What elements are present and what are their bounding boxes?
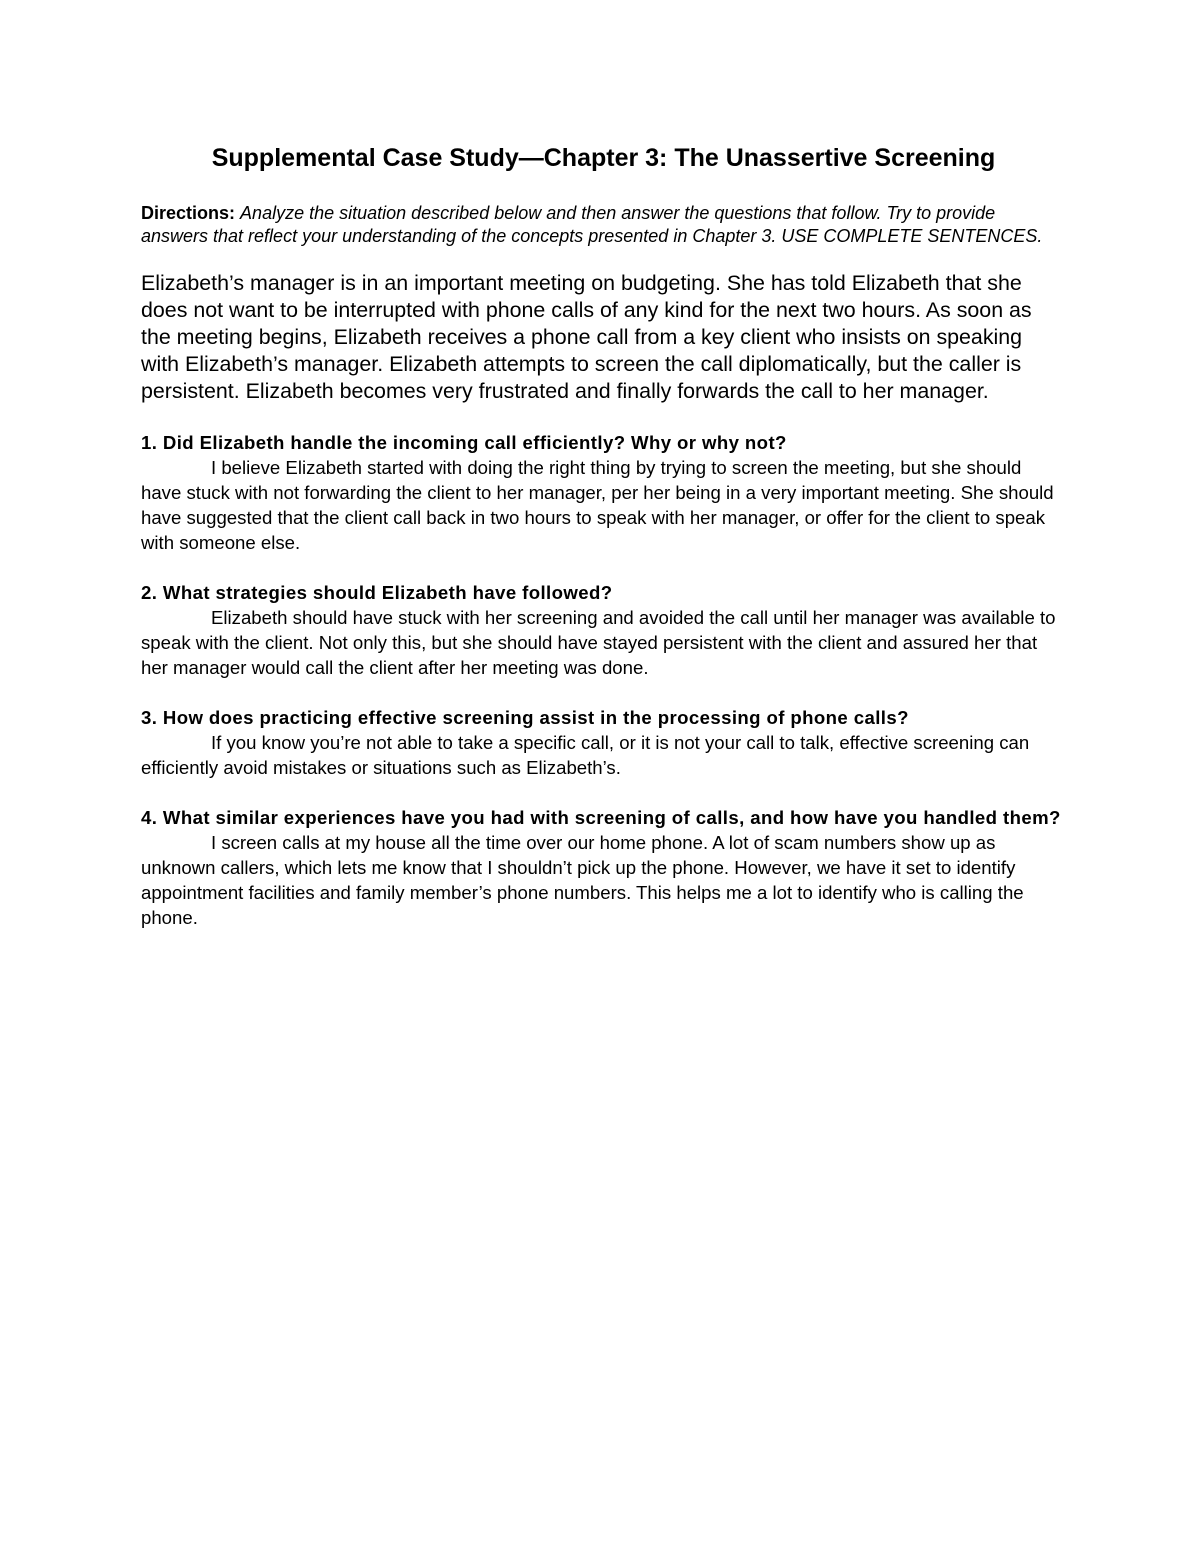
directions-text: Analyze the situation described below and then answer the questions that follow. Try to provide answers that reflect your understanding of the concepts presented in Chapter 3. USE COMPLETE SENTENCES.	[141, 203, 1043, 246]
question-block-3	[141, 705, 1066, 780]
question-block-4	[141, 805, 1066, 930]
question-2: 2. What strategies should Elizabeth have followed?	[141, 582, 613, 603]
answer-4: I screen calls at my house all the time over our home phone. A lot of scam numbers show up as unknown callers, which lets me know that I shouldn’t pick up the phone. However, we have it set to identify appointment facilities and family member’s phone numbers. This helps me a lot to identify who is calling the phone.	[141, 832, 1024, 928]
question-block-1	[141, 430, 1066, 555]
question-block-2	[141, 580, 1066, 680]
directions-label: Directions:	[141, 203, 236, 223]
question-4: 4. What similar experiences have you had with screening of calls, and how have you handled them?	[141, 807, 1061, 828]
scenario-paragraph: Elizabeth’s manager is in an important meeting on budgeting. She has told Elizabeth that she does not want to be interrupted with phone calls of any kind for the next two hours. As soon as the meeting begins, Elizabeth receives a phone call from a key client who insists on speaking with Elizabeth’s manager. Elizabeth attempts to screen the call diplomatically, but the caller is persistent. Elizabeth becomes very frustrated and finally forwards the call to her manager.	[141, 271, 1032, 403]
question-3: 3. How does practicing effective screening assist in the processing of phone calls?	[141, 707, 909, 728]
answer-3: If you know you’re not able to take a specific call, or it is not your call to talk, effective screening can efficiently avoid mistakes or situations such as Elizabeth’s.	[141, 732, 1030, 778]
answer-1: I believe Elizabeth started with doing the right thing by trying to screen the meeting, but she should have stuck with not forwarding the client to her manager, per her being in a very important meeting. She should have suggested that the client call back in two hours to speak with her manager, or offer for the client to speak with someone else.	[141, 457, 1054, 553]
page-title: Supplemental Case Study—Chapter 3: The Unassertive Screening	[211, 144, 996, 172]
directions-paragraph	[141, 202, 1066, 248]
document-body	[141, 140, 1066, 930]
answer-2: Elizabeth should have stuck with her screening and avoided the call until her manager was available to speak with the client. Not only this, but she should have stayed persistent with the client and assured her that her manager would call the client after her meeting was done.	[141, 607, 1056, 678]
question-1: 1. Did Elizabeth handle the incoming call efficiently? Why or why not?	[141, 432, 787, 453]
